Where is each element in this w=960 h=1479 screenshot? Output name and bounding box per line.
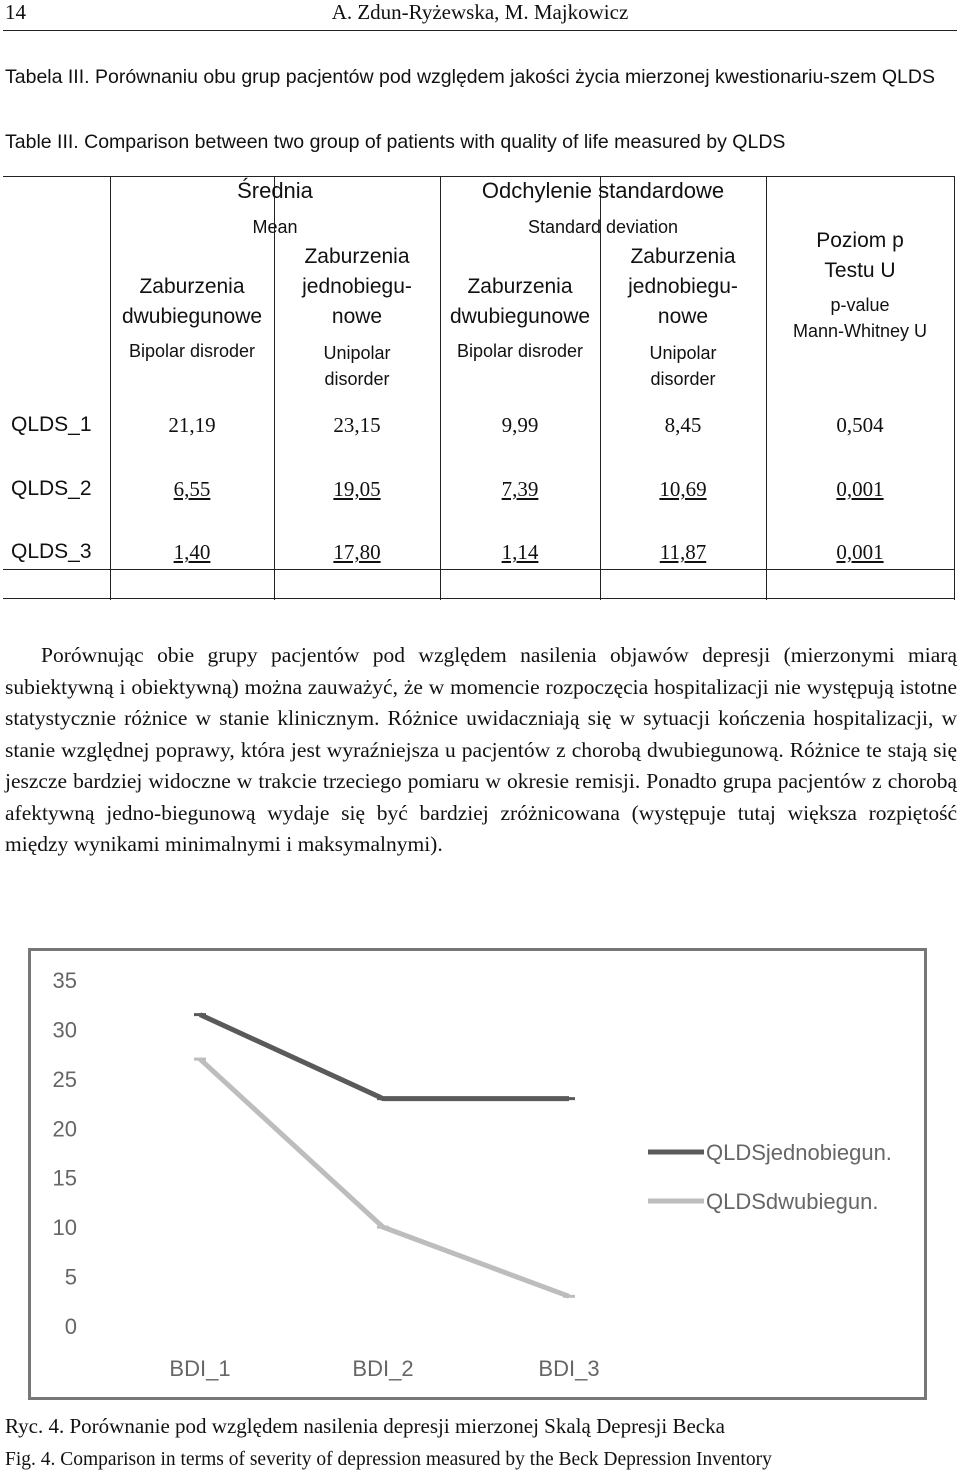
line-chart <box>28 948 927 1400</box>
table-caption-pl: Tabela III. Porównaniu obu grup pacjentów pod względem jakości życia mierzonej kwestionariu-szem QLDS <box>5 66 935 88</box>
results-table <box>3 176 955 600</box>
mean-bipolar-en: Bipolar disroder <box>128 341 256 361</box>
p-value: 0,001 <box>836 477 884 501</box>
mean-bipolar-pl-1: Zaburzenia <box>139 275 245 298</box>
pvalue-header-en-2: Mann-Whitney U <box>792 321 928 341</box>
table-header-rule <box>3 569 955 570</box>
figure-caption-en: Fig. 4. Comparison in terms of severity of depression measured by the Beck Depression Inventory <box>5 1449 772 1470</box>
sd-bipolar-value: 9,99 <box>501 413 539 437</box>
sd-bipolar-pl-2: dwubiegunowe <box>449 305 591 328</box>
table-vline <box>954 176 955 600</box>
mean-unipolar-pl-2: jednobiegu- <box>302 275 412 298</box>
sd-unipolar-en-1: Unipolar <box>649 343 717 363</box>
page-number: 14 <box>5 0 26 24</box>
sd-bipolar-en: Bipolar disroder <box>456 341 584 361</box>
mean-bipolar-pl-2: dwubiegunowe <box>121 305 263 328</box>
mean-unipolar-value: 17,80 <box>333 540 381 564</box>
table-top-rule <box>3 176 955 177</box>
y-tick-label: 0 <box>64 1314 77 1339</box>
mean-bipolar-value: 1,40 <box>173 540 211 564</box>
mean-bipolar-value: 21,19 <box>168 413 216 437</box>
legend-label: QLDSdwubiegun. <box>706 1189 879 1214</box>
sd-unipolar-value: 10,69 <box>659 477 707 501</box>
mean-header-pl: Średnia <box>237 178 313 203</box>
sd-unipolar-value: 11,87 <box>659 540 707 564</box>
sd-unipolar-pl-1: Zaburzenia <box>630 245 736 268</box>
y-tick-label: 30 <box>52 1017 77 1043</box>
row-label: QLDS_3 <box>11 540 92 563</box>
header-rule <box>3 30 957 31</box>
y-tick-label: 15 <box>52 1165 77 1191</box>
series-line-2 <box>200 1059 569 1296</box>
sd-bipolar-value: 1,14 <box>501 540 539 564</box>
running-head-authors: A. Zdun-Ryżewska, M. Majkowicz <box>331 0 629 24</box>
sd-unipolar-value: 8,45 <box>664 413 702 437</box>
p-value: 0,504 <box>836 413 884 437</box>
sd-unipolar-en-2: disorder <box>650 369 716 389</box>
pvalue-header-pl-2: Testu U <box>824 259 896 282</box>
sd-header-en: Standard deviation <box>527 217 679 237</box>
pvalue-header-en-1: p-value <box>830 295 890 315</box>
table-caption-en: Table III. Comparison between two group of patients with quality of life measured by QLDS <box>5 131 786 153</box>
body-paragraph-text: Porównując obie grupy pacjentów pod względem nasilenia objawów depresji (mierzonymi miarą subiektywną i obiektywną) można zauważyć, że w momencie rozpoczęcia hospitalizacji nie występują istotne statystycznie różnice w stanie klinicznym. Różnice uwidaczniają się w sytuacji kończenia hospitalizacji, w stanie względnej poprawy, która jest wyraźniejsza u pacjentów z chorobą dwubiegunową. Różnice te stają się jeszcze bardziej widoczne w trakcie trzeciego pomiaru w okresie remisji. Ponadto grupa pacjentów z chorobą afektywną jedno-biegunową wydaje się być bardziej zróżnicowana (występuje tutaj większa rozpiętość między wynikami minimalnymi i maksymalnymi). <box>5 643 957 856</box>
table-bottom-rule <box>3 598 955 599</box>
body-paragraph <box>5 640 957 861</box>
y-tick-label: 10 <box>52 1215 77 1241</box>
y-tick-label: 20 <box>52 1116 77 1142</box>
sd-bipolar-pl-1: Zaburzenia <box>467 275 573 298</box>
row-label: QLDS_2 <box>11 477 92 500</box>
mean-unipolar-value: 19,05 <box>333 477 381 501</box>
mean-unipolar-pl-3: nowe <box>331 305 383 328</box>
running-header <box>0 0 960 28</box>
series-line-1 <box>200 1015 569 1099</box>
x-tick-label: BDI_2 <box>352 1356 414 1381</box>
y-tick-label: 35 <box>52 968 77 993</box>
row-label: QLDS_1 <box>11 413 92 436</box>
mean-unipolar-en-1: Unipolar <box>323 343 391 363</box>
line-chart-svg <box>31 951 924 1397</box>
y-tick-label: 5 <box>64 1264 77 1290</box>
pvalue-header-pl-1: Poziom p <box>816 229 904 252</box>
sd-unipolar-pl-2: jednobiegu- <box>628 275 738 298</box>
mean-unipolar-pl-1: Zaburzenia <box>304 245 410 268</box>
x-tick-label: BDI_1 <box>169 1356 231 1381</box>
mean-unipolar-en-2: disorder <box>324 369 390 389</box>
y-tick-label: 25 <box>52 1066 77 1092</box>
x-tick-label: BDI_3 <box>538 1356 600 1381</box>
mean-bipolar-value: 6,55 <box>173 477 211 501</box>
mean-unipolar-value: 23,15 <box>333 413 381 437</box>
figure-caption-pl: Ryc. 4. Porównanie pod względem nasilenia depresji mierzonej Skalą Depresji Becka <box>5 1414 725 1438</box>
sd-header-pl: Odchylenie standardowe <box>481 178 725 203</box>
sd-unipolar-pl-3: nowe <box>657 305 709 328</box>
legend-label: QLDSjednobiegun. <box>706 1140 892 1165</box>
mean-header-en: Mean <box>252 217 298 237</box>
sd-bipolar-value: 7,39 <box>501 477 539 501</box>
p-value: 0,001 <box>836 540 884 564</box>
